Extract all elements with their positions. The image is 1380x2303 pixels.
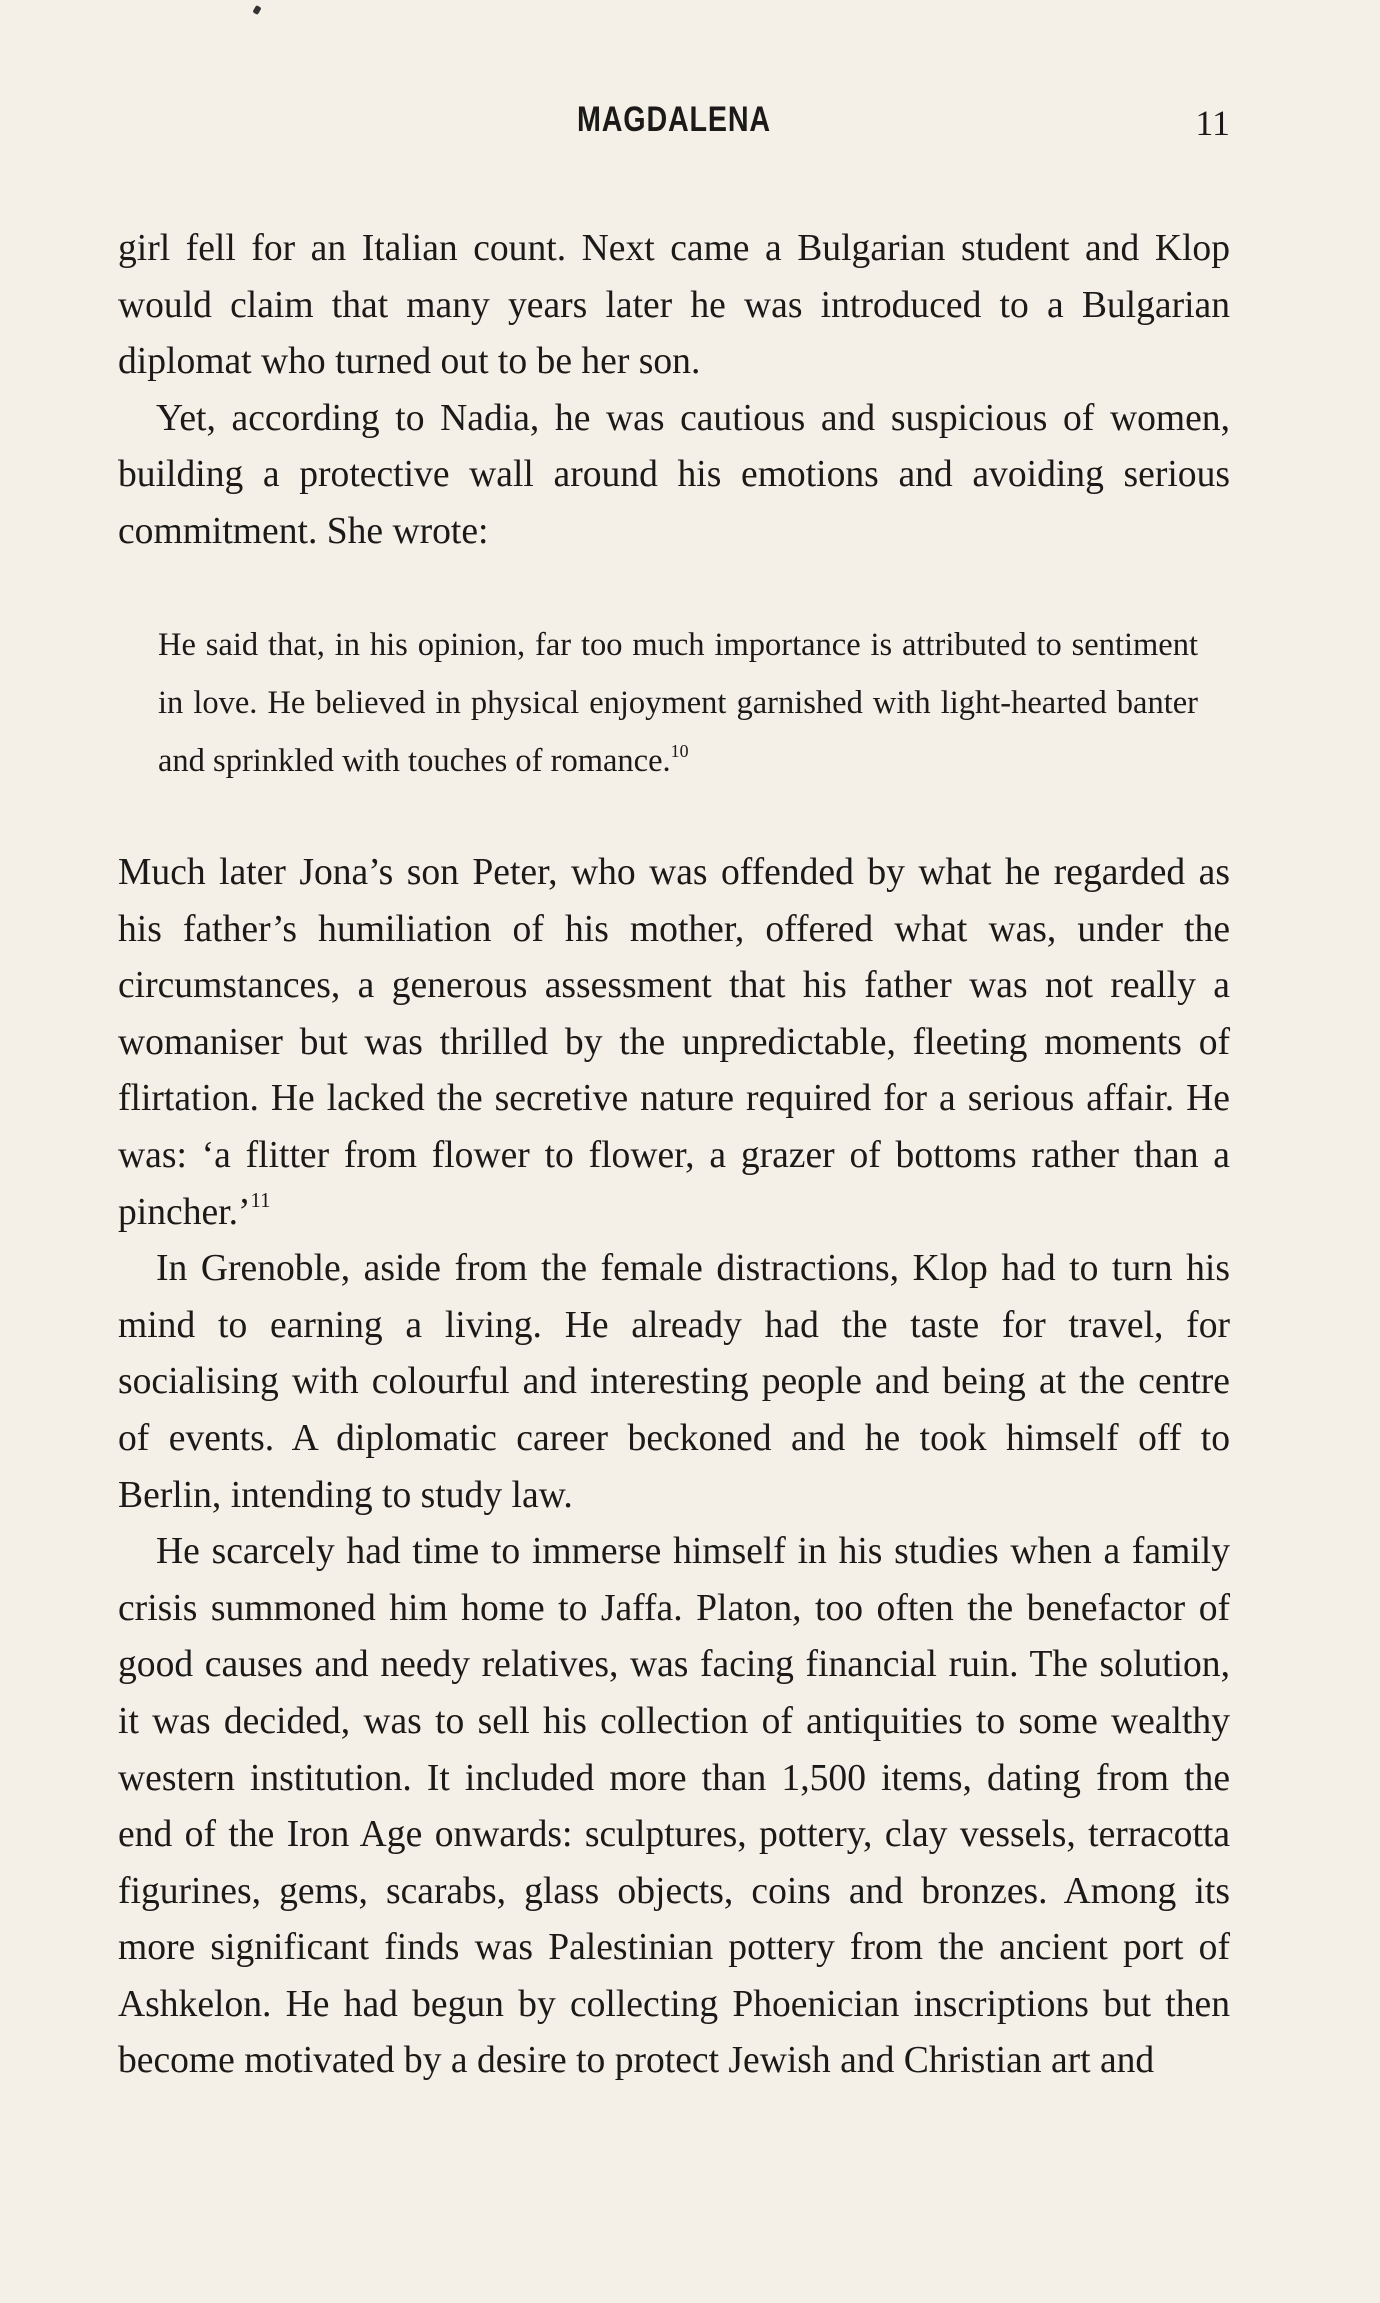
- page-header: [118, 100, 1230, 160]
- footnote-marker: 11: [250, 1189, 271, 1212]
- page-number: 11: [1195, 103, 1230, 143]
- block-quote: [158, 616, 1198, 790]
- paragraph: He scarcely had time to immerse himself in his studies when a family crisis summoned him home to Jaffa. Platon, too often the benefactor of good causes and needy relatives, was facing financial ruin. The solution, it was decided, was to sell his collection of antiquities to some wealthy western institution. It included more than 1,500 items, dating from the end of the Iron Age onwards: sculptures, pottery, clay vessels, terracotta figurines, gems, scarabs, glass objects, coins and bronzes. Among its more significant finds was Palestinian pottery from the ancient port of Ashkelon. He had begun by collecting Phoenician inscriptions but then become motivated by a desire to protect Jewish and Christian art and: [118, 1531, 1230, 2082]
- body-text-top: [118, 221, 1230, 560]
- paragraph: girl fell for an Italian count. Next came a Bulgarian student and Klop would claim that many years later he was introduced to a Bulgarian diplomat who turned out to be her son.: [118, 228, 1230, 382]
- quote-text: He said that, in his opinion, far too much importance is attributed to sentiment in love. He believed in physical enjoyment garnished with light-hearted banter and sprinkled with touches of romance.$^{10}$: [158, 627, 1198, 779]
- paragraph: Much later Jona’s son Peter, who was offended by what he regarded as his father’s humiliation of his mother, offered what was, under the circumstances, a generous assessment that his father was not really a womaniser but was thrilled by the unpredictable, fleeting moments of flirtation. He lacked the secretive nature required for a serious affair. He was: ‘a flitter from flower to flower, a grazer of bottoms rather than a pincher.’$^{11}$: [118, 852, 1230, 1233]
- print-speck: [252, 5, 261, 15]
- footnote-marker: 10: [670, 740, 689, 761]
- running-head: MAGDALENA: [577, 100, 771, 139]
- body-text-bottom: [118, 845, 1230, 2090]
- paragraph: Yet, according to Nadia, he was cautious and suspicious of women, building a protective wall around his emotions and avoiding serious commitment. She wrote:: [118, 397, 1230, 552]
- paragraph: In Grenoble, aside from the female distractions, Klop had to turn his mind to earning a living. He already had the taste for travel, for socialising with colourful and interesting people and being at the centre of events. A diplomatic career beckoned and he took himself off to Berlin, intending to study law.: [118, 1248, 1230, 1516]
